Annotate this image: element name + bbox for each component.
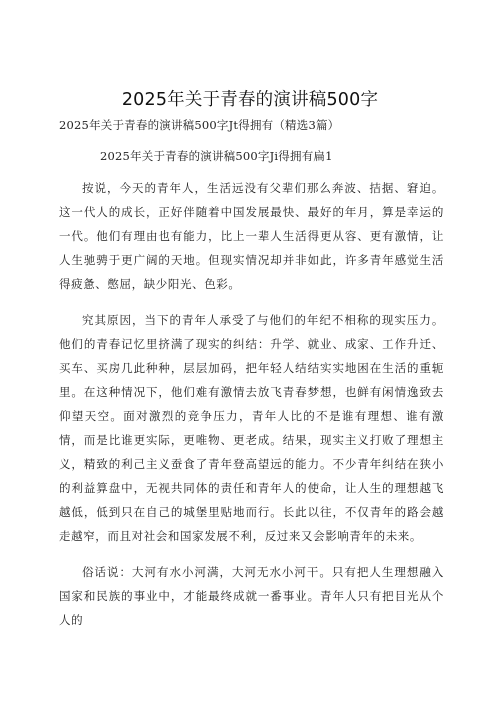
section-heading: 2025年关于青春的演讲稿500字Ji得拥有扁1 (100, 149, 333, 163)
paragraph-1: 按说，今天的青年人，生活远没有父辈们那么奔波、拮据、窘迫。这一代人的成长，正好伴随着中国发展最快、最好的年月，算是幸运的一代。他们有理由也有能力，比上一辈人生活得更从容、更有激情，让人生驰骋于更广阔的天地。但现实情况却并非如此，许多青年感觉生活得疲惫、憋屈，缺少阳光、色彩。 (59, 181, 444, 291)
body-text (59, 176, 444, 644)
paragraph-2: 究其原因，当下的青年人承受了与他们的年纪不相称的现实压力。他们的青春记忆里挤满了现实的纠结：升学、就业、成家、工作升迁、买车、买房几此种种，层层加码，把年轻人结结实实地困在生活的重轭里。在这种情况下，他们难有激情去放飞青春梦想，也鲜有闲情逸致去仰望天空。面对激烈的竞争压力，青年人比的不是谁有理想、谁有激情，而是比谁更实际，更唯物、更老成。结果，现实主义打败了理想主义，精致的利己主义蚕食了青年登高望远的能力。不少青年纠结在狭小的利益算盘中，无视共同体的责任和青年人的使命，让人生的理想越飞越低，低到只在自己的城堡里贴地而行。长此以往，不仅青年的路会越走越窄，而且对社会和国家发展不利，反过来又会影响青年的未来。 (59, 313, 444, 543)
document-subtitle: 2025年关于青春的演讲稿500字Jt得拥有（精选3篇） (59, 118, 340, 132)
document-title: 2025年关于青春的演讲稿500字 (121, 90, 379, 110)
paragraph-3: 俗话说：大河有水小河满，大河无水小河干。只有把人生理想融入国家和民族的事业中，才能最终成就一番事业。青年人只有把目光从个人的 (59, 565, 444, 627)
